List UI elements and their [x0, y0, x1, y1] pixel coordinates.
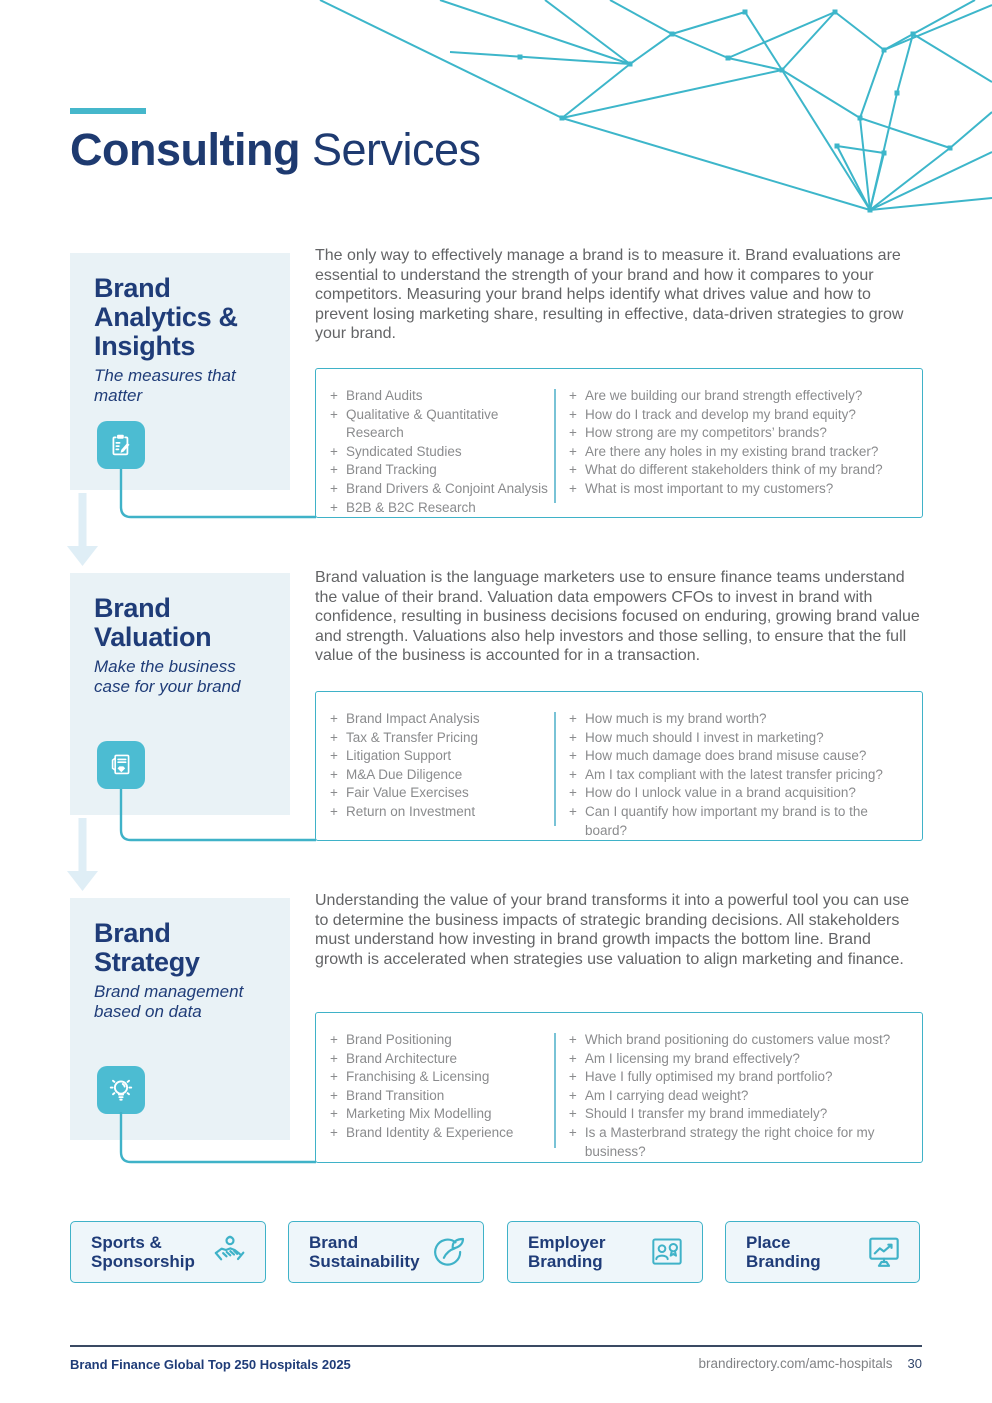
page-title [70, 124, 481, 176]
question-item [569, 766, 910, 785]
service-item [330, 443, 554, 462]
title-bold: Consulting [70, 124, 300, 175]
service-item [330, 710, 554, 729]
section-subtitle: The measures that matter [94, 366, 236, 405]
network-decoration [0, 0, 992, 232]
question-label: Are we building our brand strength effectively? [585, 388, 863, 403]
plus-marker: + [568, 785, 577, 801]
plus-marker: + [568, 711, 577, 726]
service-label: Fair Value Exercises [346, 785, 469, 801]
plus-marker: + [569, 425, 577, 441]
question-label: Have I fully optimised my brand portfolio? [584, 1069, 833, 1085]
services-list [330, 1031, 554, 1143]
service-label: Qualitative & Quantitative Research [346, 406, 499, 441]
service-item [330, 406, 554, 443]
plus-marker: + [330, 803, 338, 819]
employer-badge-icon [647, 1232, 687, 1272]
question-item [569, 710, 910, 729]
service-item [330, 803, 554, 822]
question-label: Am I licensing my brand effectively? [584, 1050, 800, 1066]
question-item [569, 729, 910, 748]
services-list [330, 710, 554, 822]
service-label: Syndicated Studies [346, 443, 462, 459]
question-item [569, 406, 910, 425]
card-brand-sustainability [288, 1221, 484, 1283]
service-item [330, 1050, 554, 1069]
service-label: M&A Due Diligence [346, 766, 463, 782]
plus-marker: + [330, 711, 338, 726]
question-item [569, 443, 910, 462]
plus-marker: + [330, 785, 338, 801]
plus-marker: + [330, 1069, 338, 1085]
title-light: Services [299, 124, 481, 175]
service-item [330, 387, 554, 406]
question-item [569, 803, 910, 840]
plus-marker: + [568, 1069, 577, 1085]
service-item [330, 1087, 554, 1106]
section-title: Brand Strategy [94, 918, 200, 977]
plus-marker: + [330, 462, 338, 478]
clipboard-pencil-icon [97, 421, 145, 469]
plus-marker: + [330, 480, 338, 496]
card-employer-branding [507, 1221, 703, 1283]
card-label: Sports & Sponsorship [91, 1232, 195, 1271]
column-divider [554, 389, 556, 503]
questions-list [569, 1031, 910, 1161]
question-label: How do I unlock value in a brand acquisition? [584, 785, 856, 801]
service-label: Brand Tracking [346, 462, 437, 478]
service-item [330, 480, 554, 499]
question-item [569, 1031, 910, 1050]
question-label: What is most important to my customers? [585, 480, 834, 496]
column-divider [554, 712, 556, 826]
footer-page-number: 30 [907, 1356, 922, 1371]
service-item [330, 1124, 554, 1143]
card-place-branding [725, 1221, 920, 1283]
plus-marker: + [568, 729, 577, 745]
question-item [569, 424, 910, 443]
question-label: What do different stakeholders think of my brand? [585, 462, 883, 478]
plus-marker: + [330, 748, 338, 764]
section-intro: Understanding the value of your brand transforms it into a powerful tool you can use to determine the business impacts of strategic branding decisions. All stakeholders must understand how investing in brand growth impacts the bottom line. Brand growth is accelerated when strategies use valuation to align marketing and finance. [315, 892, 910, 968]
service-label: Brand Identity & Experience [346, 1124, 514, 1140]
question-label: Am I carrying dead weight? [584, 1087, 749, 1103]
plus-marker: + [569, 443, 577, 459]
service-label: Brand Transition [346, 1087, 445, 1103]
plus-marker: + [330, 388, 338, 403]
service-label: B2B & B2C Research [346, 499, 476, 515]
question-item [569, 1087, 910, 1106]
plus-marker: + [568, 1087, 577, 1103]
question-label: How much should I invest in marketing? [584, 729, 824, 745]
service-item [330, 766, 554, 785]
plus-marker: + [568, 748, 577, 764]
card-label: Employer Branding [528, 1232, 606, 1271]
question-item [569, 1050, 910, 1069]
question-item [569, 480, 910, 499]
plus-marker: + [330, 1106, 338, 1122]
question-label: Which brand positioning do customers value most? [584, 1032, 891, 1047]
plus-marker: + [330, 1124, 338, 1140]
service-item [330, 499, 554, 518]
section-intro: The only way to effectively manage a brand is to measure it. Brand evaluations are essential to understand the strength of your brand and how it compares to your competitors. Measuring your brand helps identify what drives value and how to prevent losing marketing share, resulting in effective, data-driven strategies to grow your brand. [315, 247, 904, 343]
questions-list [569, 387, 910, 499]
question-label: Am I tax compliant with the latest transfer pricing? [584, 766, 883, 782]
service-item [330, 747, 554, 766]
question-label: How much is my brand worth? [584, 711, 767, 726]
plus-marker: + [568, 1032, 577, 1047]
plus-marker: + [568, 1106, 577, 1122]
service-item [330, 461, 554, 480]
column-divider [554, 1033, 556, 1148]
question-item [569, 747, 910, 766]
service-label: Brand Audits [346, 388, 423, 403]
lightbulb-icon [97, 1066, 145, 1114]
service-item [330, 1105, 554, 1124]
plus-marker: + [330, 499, 338, 515]
section-subtitle: Brand management based on data [94, 982, 244, 1021]
service-item [330, 784, 554, 803]
services-panel [315, 368, 923, 518]
services-panel [315, 691, 923, 841]
section-title: Brand Analytics & Insights [94, 273, 238, 361]
plus-marker: + [569, 462, 577, 478]
plus-marker: + [330, 1050, 338, 1066]
footer-url[interactable]: brandirectory.com/amc-hospitals [698, 1356, 893, 1371]
service-item [330, 1031, 554, 1050]
question-label: Is a Masterbrand strategy the right choice for my business? [584, 1124, 875, 1159]
handshake-icon [210, 1232, 250, 1272]
question-label: How strong are my competitors’ brands? [585, 425, 827, 441]
footer-right [698, 1356, 922, 1371]
plus-marker: + [330, 1032, 338, 1047]
section-title: Brand Valuation [94, 593, 212, 652]
question-item [569, 1068, 910, 1087]
plus-marker: + [568, 1124, 577, 1140]
question-item [569, 784, 910, 803]
question-label: How do I track and develop my brand equity? [585, 406, 856, 422]
footer-report-title: Brand Finance Global Top 250 Hospitals 2025 [70, 1357, 351, 1372]
plus-marker: + [330, 1087, 338, 1103]
monitor-chart-icon [864, 1232, 904, 1272]
section-tile-brand-valuation [70, 573, 290, 815]
plus-marker: + [569, 480, 577, 496]
card-label: Brand Sustainability [309, 1232, 420, 1271]
section-subtitle: Make the business case for your brand [94, 657, 241, 696]
question-label: Are there any holes in my existing brand tracker? [585, 443, 879, 459]
service-label: Franchising & Licensing [346, 1069, 490, 1085]
question-label: How much damage does brand misuse cause? [584, 748, 867, 764]
plus-marker: + [568, 1050, 577, 1066]
service-label: Brand Drivers & Conjoint Analysis [346, 480, 548, 496]
question-label: Should I transfer my brand immediately? [584, 1106, 828, 1122]
services-list [330, 387, 554, 517]
plus-marker: + [330, 766, 338, 782]
question-item [569, 387, 910, 406]
question-label: Can I quantify how important my brand is to the board? [584, 803, 868, 838]
questions-list [569, 710, 910, 840]
valuation-report-icon [97, 741, 145, 789]
plus-marker: + [330, 443, 338, 459]
service-item [330, 1068, 554, 1087]
section-tile-brand-strategy [70, 898, 290, 1140]
section-tile-brand-analytics [70, 253, 290, 490]
question-item [569, 461, 910, 480]
service-item [330, 729, 554, 748]
service-label: Tax & Transfer Pricing [346, 729, 479, 745]
service-label: Litigation Support [346, 748, 452, 764]
plus-marker: + [568, 803, 577, 819]
plus-marker: + [330, 729, 338, 745]
footer-rule [70, 1345, 922, 1347]
plus-marker: + [330, 406, 338, 422]
service-label: Brand Architecture [346, 1050, 458, 1066]
plus-marker: + [569, 388, 577, 403]
card-sports-sponsorship [70, 1221, 266, 1283]
section-intro: Brand valuation is the language marketers use to ensure finance teams understand the value of their brand. Valuation data empowers CFOs to invest in brand with confidence, resulting in business decisions focused on enduring, growing brand value and strength. Valuations also help investors and those selling, to ensure that the full value of the business is accounted for in a transaction. [315, 569, 920, 665]
question-item [569, 1105, 910, 1124]
service-label: Marketing Mix Modelling [346, 1106, 492, 1122]
plus-marker: + [568, 766, 577, 782]
question-item [569, 1124, 910, 1161]
accent-bar [70, 108, 146, 114]
card-label: Place Branding [746, 1232, 821, 1271]
service-label: Brand Positioning [346, 1032, 452, 1047]
services-panel [315, 1012, 923, 1163]
service-label: Brand Impact Analysis [346, 711, 480, 726]
plus-marker: + [569, 406, 577, 422]
service-label: Return on Investment [346, 803, 476, 819]
sustainability-leaf-icon [428, 1232, 468, 1272]
